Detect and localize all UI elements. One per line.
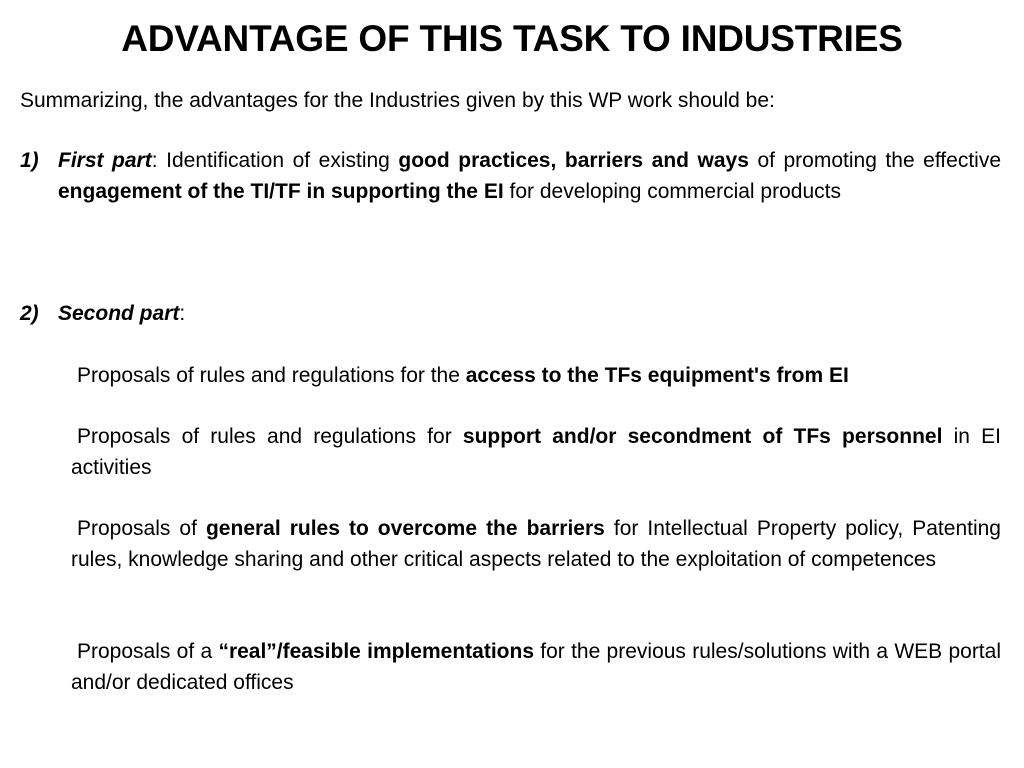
- item-label: First part: [58, 149, 152, 172]
- item-text: Identification of existing: [157, 149, 399, 172]
- sub-item: [71, 361, 1001, 392]
- slide-title: ADVANTAGE OF THIS TASK TO INDUSTRIES: [121, 18, 903, 59]
- sub-item-text: Proposals of: [77, 517, 206, 540]
- sub-item-bold-text: access to the TFs equipment's from EI: [465, 364, 849, 387]
- list-item-second-part: [20, 299, 1001, 330]
- sub-item-bold-text: support and/or secondment of TFs personnel: [462, 425, 943, 448]
- sub-item-text: for Intellectual Property policy, Patenting rules, knowledge sharing and other critical aspects related to the exploitation of competences: [71, 517, 1001, 571]
- item-colon: :: [179, 302, 186, 325]
- sub-item-bold-text: general rules to overcome the barriers: [205, 517, 605, 540]
- item-label: Second part: [58, 302, 180, 325]
- sub-item-text: for the previous rules/solutions with a WEB portal and/or dedicated offices: [71, 640, 1001, 694]
- item-bold-text: good practices, barriers and ways: [398, 149, 749, 172]
- sub-item-text: in EI activities: [71, 425, 1002, 479]
- sub-item-bold-text: “real”/feasible implementations: [218, 640, 534, 663]
- item-text: for developing commercial products: [503, 179, 841, 203]
- list-item-content: [58, 146, 1001, 207]
- sub-item-text: Proposals of rules and regulations for: [77, 425, 463, 448]
- list-item-content: [58, 299, 1001, 330]
- sub-item: [71, 514, 1001, 575]
- sub-item-text: Proposals of a: [77, 640, 219, 663]
- item-text: of promoting the effective: [748, 149, 1001, 172]
- list-number: 2): [20, 302, 39, 325]
- list-item-first-part: [20, 146, 1001, 207]
- item-colon: :: [151, 149, 158, 172]
- intro-text: Summarizing, the advantages for the Industries given by this WP work should be:: [20, 89, 775, 112]
- sub-item-text: Proposals of rules and regulations for the: [77, 364, 466, 387]
- sub-item: [71, 637, 1001, 698]
- list-number: 1): [20, 149, 39, 172]
- item-bold-text: engagement of the TI/TF in supporting the EI: [58, 179, 504, 203]
- sub-item: [71, 422, 1001, 483]
